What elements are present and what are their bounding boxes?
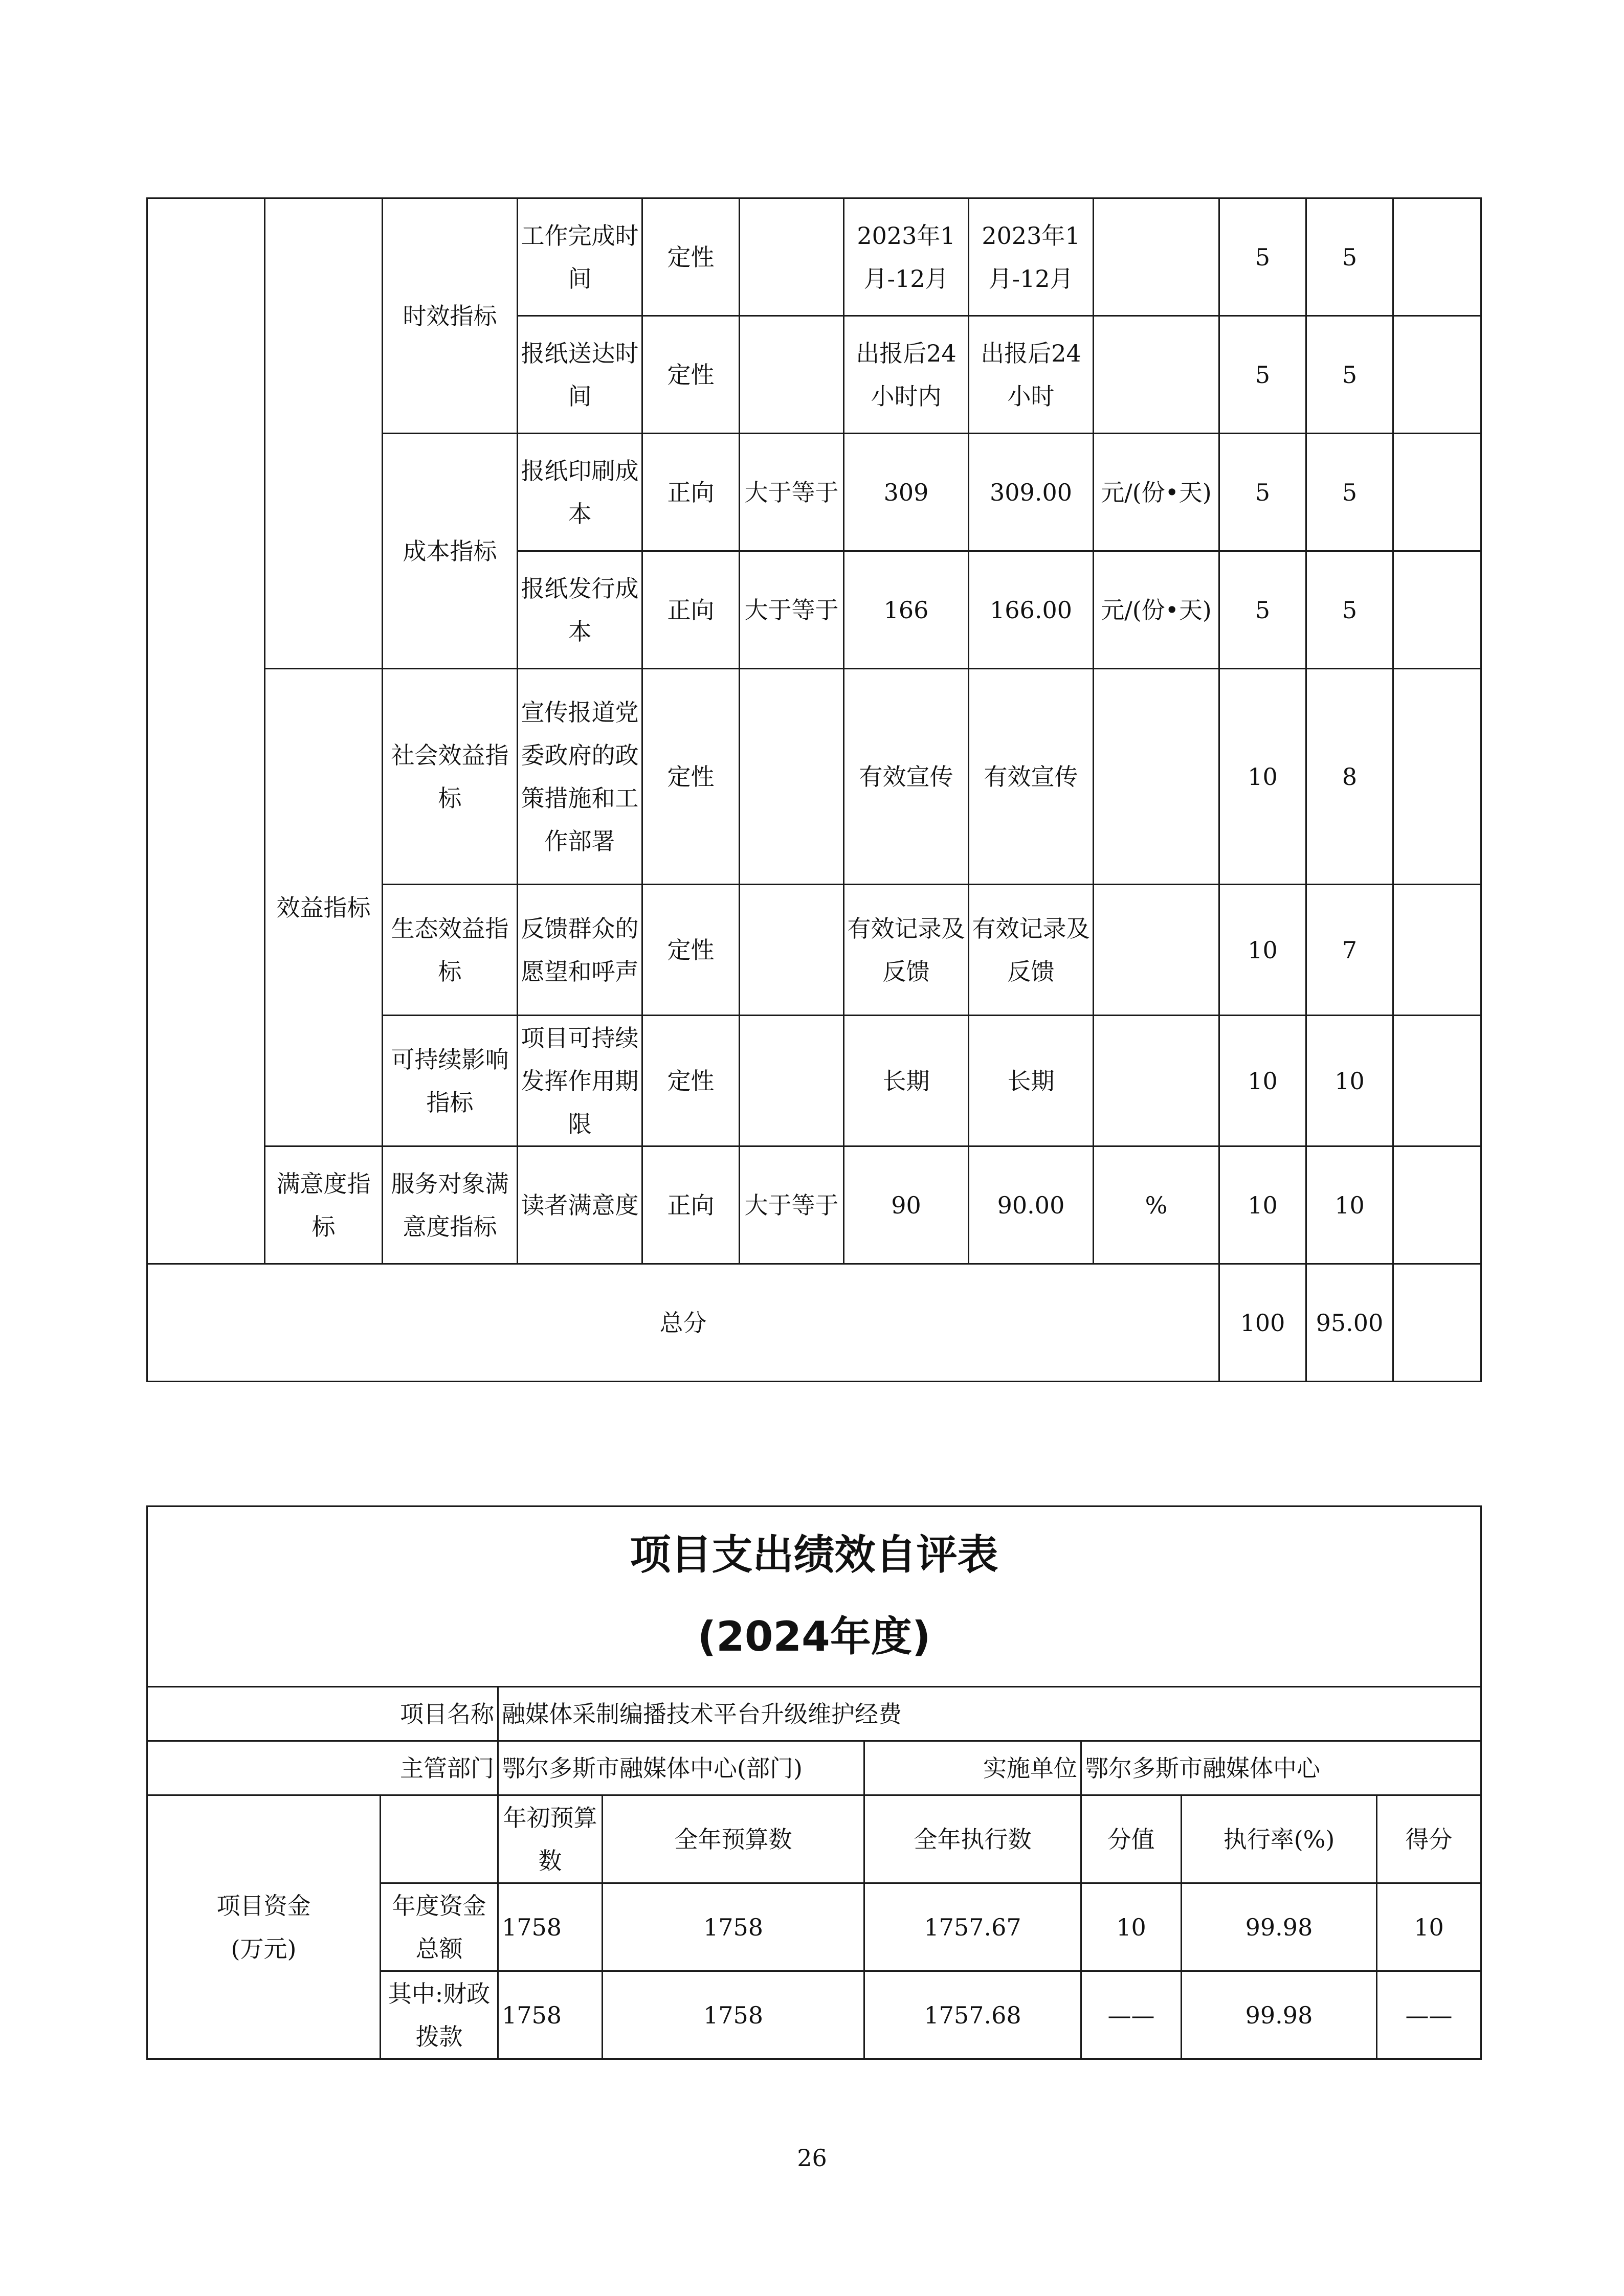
indicator-nature: 正向 (642, 1146, 740, 1264)
fiscal-full-budget: 1758 (603, 1971, 864, 2059)
indicator-actual: 有效记录及反馈 (969, 885, 1094, 1016)
dept-value: 鄂尔多斯市融媒体中心(部门) (498, 1741, 864, 1795)
indicator-full-score: 10 (1219, 885, 1306, 1016)
form-title: 项目支出绩效自评表 (630, 1531, 998, 1579)
indicator-unit (1094, 316, 1219, 434)
table1-first-column (147, 198, 265, 1264)
annual-exec-rate: 99.98 (1182, 1883, 1377, 1971)
total-full-score: 100 (1219, 1264, 1306, 1382)
header-initial-budget: 年初预算数 (498, 1795, 603, 1883)
indicator-full-score: 10 (1219, 669, 1306, 885)
impl-unit-value: 鄂尔多斯市融媒体中心 (1081, 1741, 1481, 1795)
header-full-budget: 全年预算数 (603, 1795, 864, 1883)
total-note (1393, 1264, 1481, 1382)
header-full-exec: 全年执行数 (864, 1795, 1081, 1883)
indicator-unit (1094, 198, 1219, 316)
annual-funds-label: 年度资金总额 (381, 1883, 498, 1971)
indicator-name: 项目可持续发挥作用期限 (518, 1016, 642, 1146)
indicator-unit (1094, 669, 1219, 885)
indicator-operator (740, 198, 844, 316)
fiscal-full-exec: 1757.68 (864, 1971, 1081, 2059)
indicator-name: 报纸送达时间 (518, 316, 642, 434)
indicator-target: 长期 (844, 1016, 969, 1146)
indicator-full-score: 5 (1219, 551, 1306, 669)
indicator-note (1393, 1016, 1481, 1146)
fiscal-initial: 1758 (498, 1971, 603, 2059)
header-score-value: 分值 (1081, 1795, 1182, 1883)
indicator-full-score: 10 (1219, 1016, 1306, 1146)
indicator-score: 5 (1306, 551, 1393, 669)
indicator-nature: 正向 (642, 551, 740, 669)
header-exec-rate: 执行率(%) (1182, 1795, 1377, 1883)
indicator-name: 工作完成时间 (518, 198, 642, 316)
fiscal-score-value: —— (1081, 1971, 1182, 2059)
form-title-cell (147, 1506, 1481, 1687)
annual-full-budget: 1758 (603, 1883, 864, 1971)
project-name-label: 项目名称 (147, 1687, 498, 1741)
indicator-actual: 90.00 (969, 1146, 1094, 1264)
indicator-score: 5 (1306, 434, 1393, 551)
indicator-operator (740, 669, 844, 885)
category-cell: 生态效益指标 (383, 885, 518, 1016)
indicator-name: 读者满意度 (518, 1146, 642, 1264)
funds-header-blank (381, 1795, 498, 1883)
indicator-score: 7 (1306, 885, 1393, 1016)
indicator-full-score: 5 (1219, 316, 1306, 434)
category-cell: 社会效益指标 (383, 669, 518, 885)
annual-score: 10 (1377, 1883, 1481, 1971)
total-score: 95.00 (1306, 1264, 1393, 1382)
indicator-actual: 有效宣传 (969, 669, 1094, 885)
indicator-note (1393, 198, 1481, 316)
level1-cell: 满意度指标 (265, 1146, 383, 1264)
indicator-note (1393, 434, 1481, 551)
category-cell: 可持续影响指标 (383, 1016, 518, 1146)
indicator-target: 2023年1月-12月 (844, 198, 969, 316)
indicator-full-score: 10 (1219, 1146, 1306, 1264)
indicator-nature: 定性 (642, 316, 740, 434)
indicator-name: 反馈群众的愿望和呼声 (518, 885, 642, 1016)
indicator-operator: 大于等于 (740, 434, 844, 551)
indicator-actual: 309.00 (969, 434, 1094, 551)
indicator-nature: 定性 (642, 198, 740, 316)
dept-label: 主管部门 (147, 1741, 498, 1795)
indicator-actual: 2023年1月-12月 (969, 198, 1094, 316)
fiscal-score: —— (1377, 1971, 1481, 2059)
fiscal-funds-label: 其中:财政拨款 (381, 1971, 498, 2059)
annual-initial: 1758 (498, 1883, 603, 1971)
indicator-operator (740, 1016, 844, 1146)
fiscal-exec-rate: 99.98 (1182, 1971, 1377, 2059)
indicator-name: 宣传报道党委政府的政策措施和工作部署 (518, 669, 642, 885)
indicator-name: 报纸发行成本 (518, 551, 642, 669)
indicator-nature: 定性 (642, 885, 740, 1016)
indicator-score: 5 (1306, 198, 1393, 316)
indicator-name: 报纸印刷成本 (518, 434, 642, 551)
indicator-target: 309 (844, 434, 969, 551)
indicator-nature: 定性 (642, 1016, 740, 1146)
indicator-note (1393, 316, 1481, 434)
indicator-actual: 出报后24小时 (969, 316, 1094, 434)
indicator-actual: 长期 (969, 1016, 1094, 1146)
annual-full-exec: 1757.67 (864, 1883, 1081, 1971)
indicator-unit (1094, 885, 1219, 1016)
indicator-note (1393, 551, 1481, 669)
form-year: (2024年度) (697, 1613, 931, 1660)
level1-cell: 效益指标 (265, 669, 383, 1146)
indicator-score: 10 (1306, 1146, 1393, 1264)
indicator-unit (1094, 1016, 1219, 1146)
indicator-operator (740, 316, 844, 434)
category-cell: 服务对象满意度指标 (383, 1146, 518, 1264)
category-cell: 时效指标 (383, 198, 518, 434)
indicator-target: 出报后24小时内 (844, 316, 969, 434)
indicator-target: 166 (844, 551, 969, 669)
impl-unit-label: 实施单位 (864, 1741, 1081, 1795)
project-name-value: 融媒体采制编播技术平台升级维护经费 (498, 1687, 1481, 1741)
indicator-note (1393, 669, 1481, 885)
header-score: 得分 (1377, 1795, 1481, 1883)
indicator-operator: 大于等于 (740, 551, 844, 669)
indicator-nature: 定性 (642, 669, 740, 885)
funds-label-line1: 项目资金 (216, 1892, 311, 1920)
indicator-target: 有效宣传 (844, 669, 969, 885)
funds-label-line2: (万元) (231, 1934, 297, 1963)
indicator-target: 90 (844, 1146, 969, 1264)
total-label: 总分 (147, 1264, 1219, 1382)
funds-label (147, 1795, 381, 2059)
indicator-operator: 大于等于 (740, 1146, 844, 1264)
annual-score-value: 10 (1081, 1883, 1182, 1971)
indicator-full-score: 5 (1219, 434, 1306, 551)
indicator-unit: % (1094, 1146, 1219, 1264)
indicator-score: 10 (1306, 1016, 1393, 1146)
indicator-unit: 元/(份•天) (1094, 434, 1219, 551)
category-cell: 成本指标 (383, 434, 518, 669)
performance-indicator-table (146, 197, 1482, 1382)
page-number: 26 (797, 2144, 827, 2172)
indicator-unit: 元/(份•天) (1094, 551, 1219, 669)
indicator-target: 有效记录及反馈 (844, 885, 969, 1016)
table1-level1-output (265, 198, 383, 669)
indicator-operator (740, 885, 844, 1016)
indicator-full-score: 5 (1219, 198, 1306, 316)
indicator-note (1393, 885, 1481, 1016)
indicator-score: 5 (1306, 316, 1393, 434)
indicator-actual: 166.00 (969, 551, 1094, 669)
indicator-nature: 正向 (642, 434, 740, 551)
indicator-score: 8 (1306, 669, 1393, 885)
indicator-note (1393, 1146, 1481, 1264)
project-self-evaluation-table (146, 1505, 1482, 2060)
